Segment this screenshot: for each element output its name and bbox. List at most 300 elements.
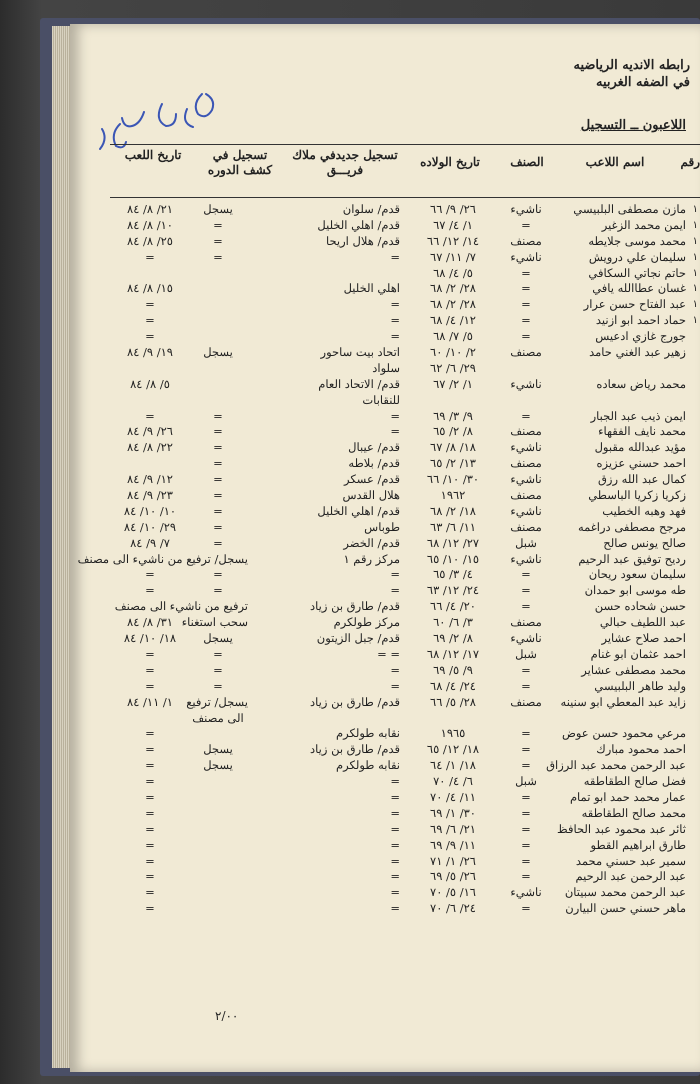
- player-category: =: [521, 281, 531, 296]
- play-date: =: [145, 742, 155, 757]
- table-body: [77, 202, 700, 917]
- player-name: رديح توفيق عبد الرحيم: [578, 551, 686, 566]
- play-date: ١٢/ ٩/ ٨٤: [127, 472, 173, 487]
- birth-date: ٢٤/ ١٢/ ٦٣: [426, 583, 480, 598]
- player-name: محمد رياض سعاده: [596, 376, 686, 391]
- play-date: =: [145, 901, 155, 916]
- player-name: ثائر عبد محمود عبد الحافظ: [557, 821, 686, 836]
- player-category: ناشيء: [510, 202, 542, 216]
- cycle-registration: =: [213, 678, 223, 693]
- svg-text:محمد الناوي: محمد الناوي: [164, 126, 170, 127]
- birth-date: ١٤/ ١٢/ ٦٦: [426, 233, 480, 248]
- player-name: احمد محمود مبارك: [596, 742, 686, 757]
- table-row: [110, 424, 700, 440]
- player-category: =: [521, 567, 531, 582]
- player-category: =: [521, 583, 531, 598]
- new-registration: نقابه طولكرم: [336, 758, 400, 773]
- player-category: =: [521, 853, 531, 868]
- table-row: [110, 234, 700, 250]
- cycle-registration: =: [213, 249, 223, 264]
- birth-date: ٢١/ ٦/ ٦٩: [430, 821, 476, 836]
- birth-date: ١٨/ ١٢/ ٦٥: [426, 742, 480, 757]
- row-num: ١: [692, 235, 698, 247]
- cycle-registration: الى مصنف: [192, 710, 244, 725]
- cycle-registration: =: [213, 233, 223, 248]
- birth-date: ٢٨/ ٥/ ٦٦: [430, 694, 476, 709]
- table-row: [110, 663, 700, 679]
- cycle-registration: =: [213, 472, 223, 487]
- birth-date: ٦/ ٤/ ٧٠: [433, 774, 473, 789]
- new-registration: نقابه طولكرم: [336, 726, 400, 741]
- row-num: ١: [692, 219, 698, 231]
- player-category: ناشيء: [510, 440, 542, 455]
- player-name: احمد عثمان ابو غنام: [590, 646, 686, 661]
- player-name: فضل صالح الطقاطقه: [583, 774, 686, 789]
- table-row: [110, 361, 700, 377]
- new-registration: سلواد: [372, 360, 400, 375]
- table-row: [110, 345, 700, 361]
- birth-date: ١٦/ ٥/ ٧٠: [430, 885, 476, 900]
- table-row: [110, 567, 700, 583]
- table-row: [110, 472, 700, 488]
- new-registration: قدم/ هلال اريحا: [326, 233, 400, 248]
- table-row: [110, 409, 700, 425]
- table-row: [110, 695, 700, 711]
- table-row: [110, 393, 700, 409]
- new-registration: قدم/ اهلي الخليل: [317, 217, 400, 232]
- new-registration: =: [390, 329, 400, 344]
- player-name: جورج غازي ادعيس: [595, 329, 686, 344]
- player-category: مصنف: [510, 694, 542, 709]
- document-header: [573, 57, 690, 91]
- cycle-registration: يسجل: [203, 345, 233, 360]
- player-category: =: [521, 837, 531, 852]
- table-row: [110, 679, 700, 695]
- player-category: شبل: [515, 535, 537, 550]
- new-registration: اتحاد بيت ساحور: [320, 345, 400, 360]
- player-name: مرعي محمود حسن عوض: [561, 726, 686, 741]
- player-category: ناشيء: [510, 885, 542, 900]
- new-registration: =: [390, 678, 400, 693]
- new-registration: اهلي الخليل: [343, 281, 400, 296]
- play-date: ١٥/ ٨/ ٨٤: [127, 281, 173, 296]
- table-row: [110, 266, 700, 282]
- header-line2: في الضفه الغربيه: [595, 75, 690, 90]
- birth-date: ١٧/ ١٢/ ٦٨: [426, 646, 480, 661]
- new-registration: قدم/ الاتحاد العام: [318, 376, 400, 391]
- table-row: [110, 218, 700, 234]
- player-name: سمير عبد حسني محمد: [575, 853, 686, 868]
- player-category: =: [521, 408, 531, 423]
- table-row: [110, 377, 700, 393]
- birth-date: ١/ ٢/ ٦٧: [433, 376, 473, 391]
- player-name: ايمن محمد الزغير: [601, 217, 686, 232]
- birth-date: ٩/ ٣/ ٦٩: [433, 408, 473, 423]
- table-row: [110, 901, 700, 917]
- play-date: =: [145, 805, 155, 820]
- player-category: =: [521, 789, 531, 804]
- birth-date: ٢٨/ ٢/ ٦٨: [430, 281, 476, 296]
- cycle-registration: =: [213, 424, 223, 439]
- table-row: [110, 647, 700, 663]
- table-row: [110, 599, 700, 615]
- cycle-registration: =: [213, 567, 223, 582]
- table-row: [110, 202, 700, 218]
- player-name: مازن مصطفى البلبيسي: [573, 202, 686, 216]
- player-name: طارق ابراهيم القطو: [590, 837, 686, 852]
- cycle-registration: =: [213, 662, 223, 677]
- play-date: =: [145, 567, 155, 582]
- row-num: ١: [692, 283, 698, 295]
- player-category: =: [521, 313, 531, 328]
- player-category: =: [521, 742, 531, 757]
- birth-date: ٢٠/ ٤/ ٦٦: [430, 599, 476, 614]
- new-registration: =: [390, 313, 400, 328]
- table-row: [110, 742, 700, 758]
- col-num: رقم: [680, 155, 700, 169]
- table-row: [110, 281, 700, 297]
- play-date: =: [145, 885, 155, 900]
- new-registration: قدم/ طارق بن زياد: [310, 694, 400, 709]
- table-row: [77, 551, 700, 568]
- new-registration: =: [390, 567, 400, 582]
- new-registration: مركز رقم ١: [343, 551, 400, 566]
- player-name: صالح يونس صالح: [603, 535, 686, 550]
- player-name: زكريا زكريا الباسطي: [588, 488, 686, 503]
- player-category: ناشيء: [510, 551, 542, 566]
- play-date: =: [145, 726, 155, 741]
- new-registration: قدم/ بلاطه: [348, 456, 400, 471]
- play-date: ١٨/ ١٠/ ٨٤: [123, 631, 177, 646]
- birth-date: ٢٧/ ١٢/ ٦٨: [426, 535, 480, 550]
- document-subtitle: اللاعبون ــ التسجيل: [580, 118, 686, 133]
- birth-date: ١١/ ٦/ ٦٣: [430, 519, 476, 534]
- player-category: ناشيء: [510, 376, 542, 391]
- player-name: مؤيد عبدالله مقبول: [594, 440, 686, 455]
- table-row: [110, 822, 700, 838]
- cycle-registration: =: [213, 217, 223, 232]
- new-registration: للنقابات: [362, 392, 400, 407]
- play-date: =: [145, 774, 155, 789]
- table-row: [110, 536, 700, 552]
- table-row: [110, 631, 700, 647]
- play-date: =: [145, 853, 155, 868]
- new-registration: =: [390, 837, 400, 852]
- player-category: =: [521, 821, 531, 836]
- table-row: [110, 488, 700, 504]
- play-date: =: [145, 662, 155, 677]
- table-row: [110, 313, 700, 329]
- new-registration: =: [390, 583, 400, 598]
- player-name: محمد صالح الطقاطقه: [581, 805, 686, 820]
- new-registration: =: [390, 789, 400, 804]
- new-registration: قدم/ سلوان: [342, 202, 400, 216]
- player-name: زهير عبد الغني حامد: [589, 345, 686, 360]
- player-name: فهد وهبه الخطيب: [602, 503, 686, 518]
- new-registration: قدم/ اهلي الخليل: [317, 503, 400, 518]
- birth-date: ٨/ ٢/ ٦٥: [433, 424, 473, 439]
- birth-date: ٣/ ٦/ ٦٠: [433, 615, 473, 630]
- player-category: =: [521, 329, 531, 344]
- col-dob: تاريخ الولاده: [420, 155, 480, 169]
- row-num: ١: [692, 251, 698, 263]
- birth-date: ٢٤/ ٦/ ٧٠: [430, 901, 476, 916]
- birth-date: ١٥/ ١٠/ ٦٥: [426, 551, 480, 566]
- col-new-reg: تسجيل جديدفي ملاك فريـــق: [292, 148, 398, 177]
- birth-date: ١٣/ ٢/ ٦٥: [430, 456, 476, 471]
- page-number: ٢/٠٠: [215, 1009, 239, 1023]
- player-category: =: [521, 726, 531, 741]
- player-name: احمد صلاح عشاير: [601, 631, 686, 646]
- player-name: عبد الرحمن محمد سبيتان: [564, 885, 686, 900]
- table-row: [110, 726, 700, 742]
- birth-date: ٢٨/ ٢/ ٦٨: [430, 297, 476, 312]
- player-category: مصنف: [510, 345, 542, 360]
- player-name: مرجح مصطفى دراغمه: [577, 519, 686, 534]
- play-date: ١٩/ ٩/ ٨٤: [127, 345, 173, 360]
- page-edges: [52, 26, 72, 1068]
- birth-date: ٢٦/ ٥/ ٦٩: [430, 869, 476, 884]
- new-registration: قدم/ طارق بن زياد: [310, 742, 400, 757]
- player-name: احمد حسني عزيزه: [596, 456, 686, 471]
- col-play-date: تاريخ اللعب: [124, 148, 182, 162]
- handwritten-note: [92, 74, 242, 154]
- player-category: =: [521, 901, 531, 916]
- play-date: ٣١/ ٨/ ٨٤: [127, 615, 173, 630]
- player-name: محمد مصطفى عشاير: [581, 662, 686, 677]
- play-date: =: [145, 821, 155, 836]
- new-registration: =: [390, 853, 400, 868]
- birth-date: ٣٠/ ١/ ٦٩: [430, 805, 476, 820]
- table-row: [110, 615, 700, 631]
- player-category: =: [521, 265, 531, 280]
- new-registration: =: [390, 869, 400, 884]
- cycle-registration: =: [213, 583, 223, 598]
- birth-date: ٢٦/ ٩/ ٦٦: [430, 202, 476, 216]
- play-date: ٢٦/ ٩/ ٨٤: [127, 424, 173, 439]
- birth-date: ٢٤/ ٤/ ٦٨: [430, 678, 476, 693]
- birth-date: ٧/ ١١/ ٦٧: [430, 249, 476, 264]
- player-name: وليد طاهر البلبيسي: [594, 678, 686, 693]
- player-category: شبل: [515, 774, 537, 789]
- player-name: حاتم نجاتي السكافي: [588, 265, 686, 280]
- new-registration: قدم/ الخضر: [343, 535, 400, 550]
- cycle-registration: يسجل: [203, 631, 233, 646]
- table-row: [110, 790, 700, 806]
- play-date: ٢٢/ ٨/ ٨٤: [127, 440, 173, 455]
- player-category: مصنف: [510, 233, 542, 248]
- player-name: عبد الفتاح حسن عرار: [583, 297, 686, 312]
- player-name: حسن شحاده حسن: [594, 599, 686, 614]
- player-name: سليمان سعود ريحان: [588, 567, 686, 582]
- player-name: طه موسى ابو حمدان: [584, 583, 686, 598]
- table-row: [110, 583, 700, 599]
- row-num: ١: [692, 315, 698, 327]
- birth-date: ٩/ ٥/ ٦٩: [433, 662, 473, 677]
- cycle-registration: يسجل: [203, 742, 233, 757]
- birth-date: ١٨/ ٨/ ٦٧: [430, 440, 476, 455]
- col-reg-cycle: تسجيل في كشف الدوره: [207, 148, 273, 177]
- play-date: ١٠/ ١٠/ ٨٤: [123, 503, 177, 518]
- birth-date: ٥/ ٧/ ٦٨: [433, 329, 473, 344]
- player-name: عبد الرحمن محمد عبد الرزاق: [546, 758, 686, 773]
- player-name: محمد نايف الفقهاء: [598, 424, 686, 439]
- new-registration: قدم/ عيبال: [348, 440, 400, 455]
- birth-date: ١١/ ٤/ ٧٠: [430, 789, 476, 804]
- player-category: ناشيء: [510, 249, 542, 264]
- play-date: =: [145, 758, 155, 773]
- player-category: مصنف: [510, 456, 542, 471]
- cycle-registration: =: [213, 408, 223, 423]
- birth-date: ١١/ ٩/ ٦٩: [430, 837, 476, 852]
- new-registration: =: [390, 885, 400, 900]
- table-row: [110, 329, 700, 345]
- play-date: ٢٣/ ٩/ ٨٤: [127, 488, 173, 503]
- player-category: =: [521, 599, 531, 614]
- birth-date: ١٩٦٥: [440, 726, 466, 741]
- table-row: [110, 297, 700, 313]
- new-registration: =: [390, 249, 400, 264]
- player-category: مصنف: [510, 519, 542, 534]
- play-date: ٢٥/ ٨/ ٨٤: [127, 233, 173, 248]
- player-name: عبد الرحمن عبد الرحيم: [575, 869, 686, 884]
- player-name: كمال عبد الله رزق: [597, 472, 686, 487]
- table-row: [110, 869, 700, 885]
- new-registration: قدم/ طارق بن زياد: [310, 599, 400, 614]
- col-name: اسم اللاعب: [585, 155, 645, 169]
- table-row: [110, 711, 700, 727]
- player-name: محمد موسى جلايطه: [588, 233, 686, 248]
- cycle-registration: =: [213, 440, 223, 455]
- table-row: [110, 758, 700, 774]
- player-name: عبد اللطيف حبالي: [599, 615, 686, 630]
- player-category: =: [521, 297, 531, 312]
- new-registration: طوباس: [364, 519, 400, 534]
- player-category: ناشيء: [510, 503, 542, 518]
- play-date: ٧/ ٩/ ٨٤: [130, 535, 170, 550]
- row-num: ١: [692, 299, 698, 311]
- birth-date: ٢/ ١٠/ ٦٠: [430, 345, 476, 360]
- cycle-registration: سحب استغناء: [181, 615, 248, 630]
- play-date: =: [145, 408, 155, 423]
- row-num: ١: [692, 267, 698, 279]
- row-num: ١: [692, 204, 698, 215]
- table-row: [110, 885, 700, 901]
- player-category: =: [521, 869, 531, 884]
- player-name: ايمن ذيب عبد الجبار: [590, 408, 686, 423]
- table-header: [110, 144, 700, 198]
- cycle-registration: =: [213, 503, 223, 518]
- player-category: =: [521, 678, 531, 693]
- player-category: مصنف: [510, 488, 542, 503]
- player-name: عمار محمد حمد ابو تمام: [569, 789, 686, 804]
- header-line1: رابطه الانديه الرياضيه: [573, 58, 690, 73]
- player-category: مصنف: [510, 615, 542, 630]
- birth-date: ٣٠/ ١٠/ ٦٦: [426, 472, 480, 487]
- player-name: حماد احمد ابو ازنيد: [595, 313, 686, 328]
- birth-date: ١/ ٤/ ٦٧: [433, 217, 473, 232]
- player-category: =: [521, 662, 531, 677]
- table-row: [110, 806, 700, 822]
- new-registration: =: [390, 297, 400, 312]
- birth-date: ١٩٦٢: [440, 488, 466, 503]
- player-category: =: [521, 805, 531, 820]
- new-registration: قدم/ عسكر: [343, 472, 400, 487]
- new-registration: =: [390, 662, 400, 677]
- play-date: =: [145, 249, 155, 264]
- play-date: =: [145, 313, 155, 328]
- player-category: =: [521, 217, 531, 232]
- table-row: [110, 250, 700, 266]
- play-date: ٢١/ ٨/ ٨٤: [127, 202, 173, 216]
- birth-date: ٥/ ٤/ ٦٨: [433, 265, 473, 280]
- birth-date: ٢٩/ ٦/ ٦٢: [430, 360, 476, 375]
- table-row: [110, 520, 700, 536]
- table-row: [110, 854, 700, 870]
- play-date: ٢٩/ ١٠/ ٨٤: [123, 519, 177, 534]
- play-date: ١/ ١١/ ٨٤: [127, 694, 173, 709]
- table-row: [110, 838, 700, 854]
- table-row: [110, 504, 700, 520]
- table-row: [110, 456, 700, 472]
- player-category: مصنف: [510, 424, 542, 439]
- play-date: =: [145, 837, 155, 852]
- cycle-registration: =: [213, 488, 223, 503]
- player-name: ماهر حسني حسن البيارن: [565, 901, 686, 916]
- play-date: =: [145, 297, 155, 312]
- play-date: =: [145, 678, 155, 693]
- player-name: زايد عبد المعطي ابو سنينه: [560, 694, 686, 709]
- new-registration: = =: [377, 646, 400, 661]
- new-registration: =: [390, 408, 400, 423]
- play-date: =: [145, 646, 155, 661]
- play-date: =: [145, 583, 155, 598]
- cycle-registration: =: [213, 519, 223, 534]
- col-category: الصنف: [510, 155, 544, 169]
- new-registration: هلال القدس: [342, 488, 400, 503]
- cycle-registration: يسجل: [203, 758, 233, 773]
- new-registration: =: [390, 774, 400, 789]
- player-category: ناشيء: [510, 631, 542, 646]
- play-date: ٥/ ٨/ ٨٤: [130, 376, 170, 391]
- new-registration: مركز طولكرم: [333, 615, 400, 630]
- new-registration: =: [390, 805, 400, 820]
- play-date: =: [145, 869, 155, 884]
- cycle-registration: يسجل/ ترفيع: [186, 694, 248, 709]
- play-date: =: [145, 329, 155, 344]
- birth-date: ٨/ ٢/ ٦٩: [433, 631, 473, 646]
- cycle-registration: =: [213, 535, 223, 550]
- new-registration: قدم/ جبل الزيتون: [316, 631, 400, 646]
- table-row: [110, 440, 700, 456]
- birth-date: ٢٦/ ١/ ٧١: [430, 853, 476, 868]
- new-registration: =: [390, 424, 400, 439]
- cycle-registration: ترفيع من ناشيء الى مصنف: [114, 599, 248, 614]
- cycle-registration: يسجل/ ترفيع من ناشيء الى مصنف: [77, 551, 248, 566]
- player-category: شبل: [515, 646, 537, 661]
- birth-date: ١٢/ ٤/ ٦٨: [430, 313, 476, 328]
- play-date: =: [145, 789, 155, 804]
- player-category: =: [521, 758, 531, 773]
- table-row: [110, 774, 700, 790]
- cycle-registration: يسجل: [203, 202, 233, 216]
- birth-date: ١٨/ ٢/ ٦٨: [430, 503, 476, 518]
- cycle-registration: =: [213, 646, 223, 661]
- new-registration: =: [390, 901, 400, 916]
- new-registration: =: [390, 821, 400, 836]
- cycle-registration: =: [213, 456, 223, 471]
- birth-date: ١٨/ ١/ ٦٤: [430, 758, 476, 773]
